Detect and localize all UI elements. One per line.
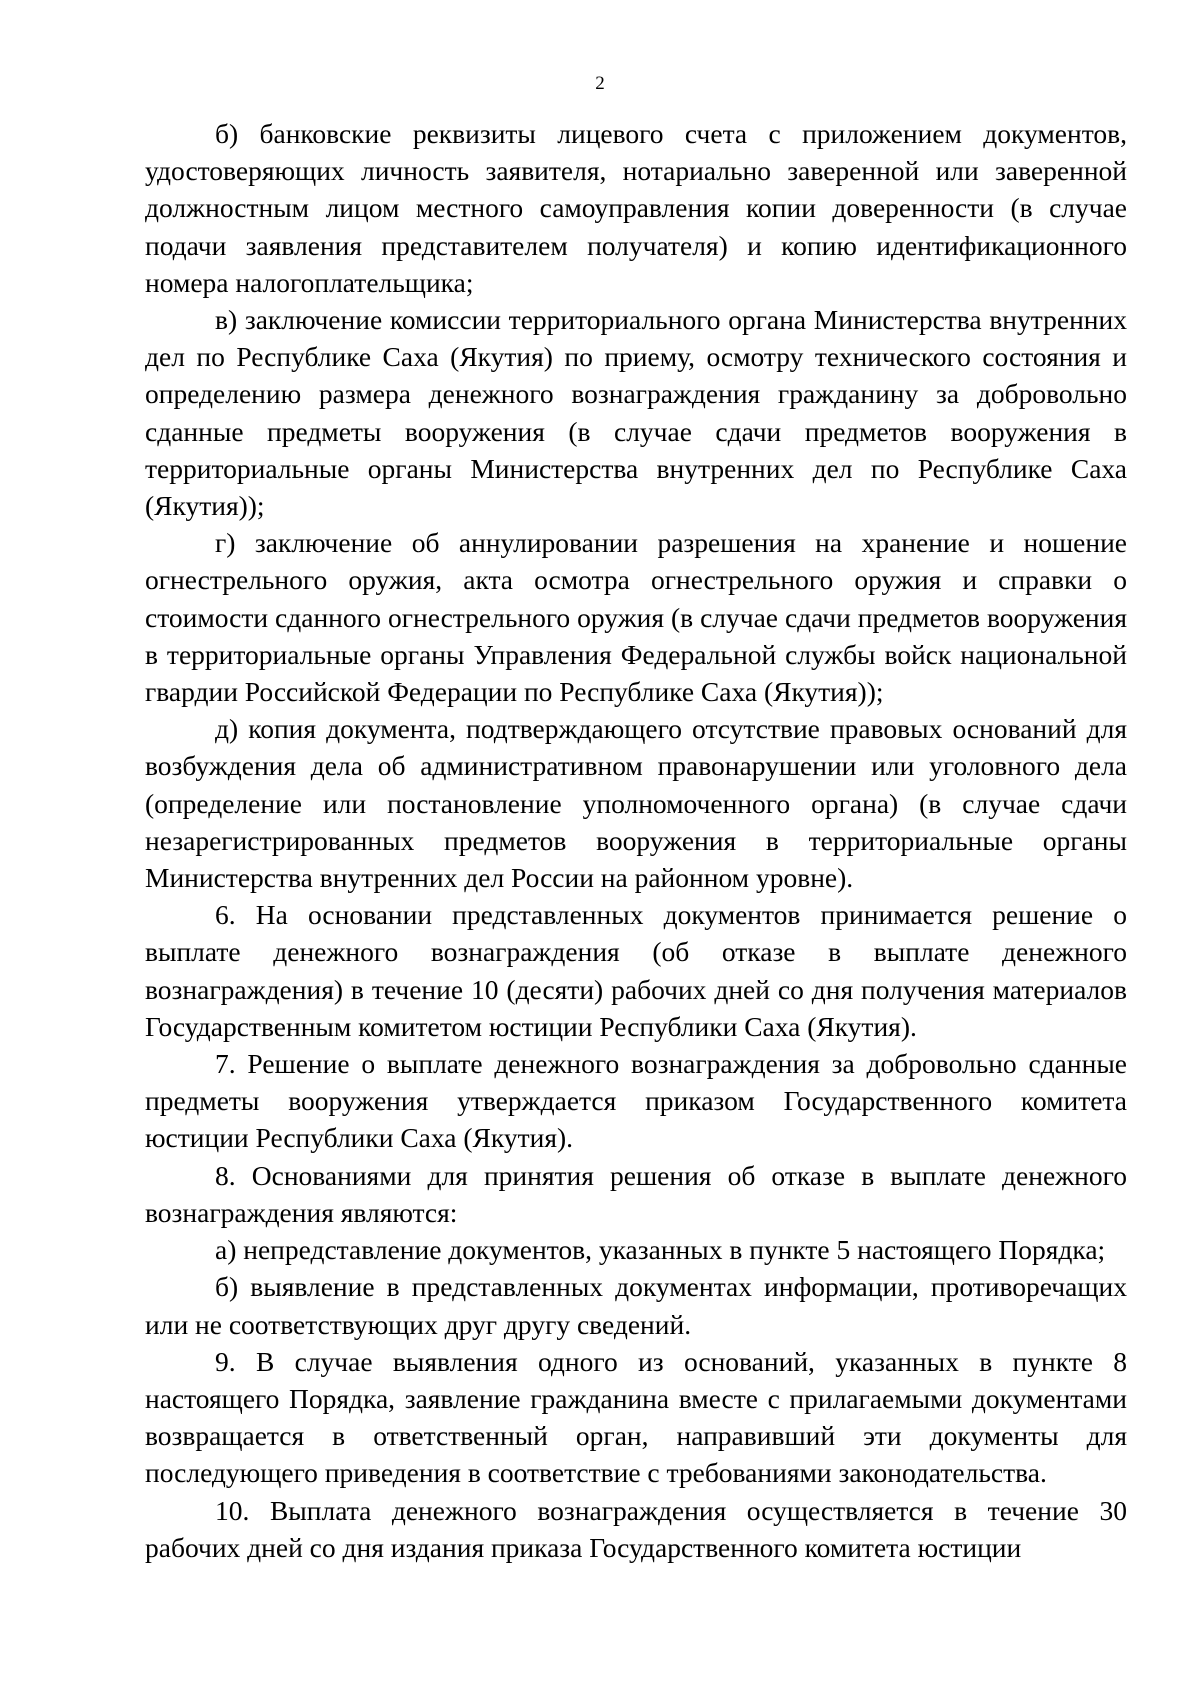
paragraph-g-permit-cancellation: г) заключение об аннулировании разрешения на хранение и ношение огнестрельного оружия, акта осмотра огнестрельного оружия и справки о стоимости сданного огнестрельного оружия (в случае сдачи предметов вооружения в территориальные органы Управления Федеральной службы войск национальной гвардии Российской Федерации по Республике Саха (Якутия)); [145, 527, 1127, 708]
paragraph-b-bank-details: б) банковские реквизиты лицевого счета с приложением документов, удостоверяющих личность заявителя, нотариально заверенной или заверенной должностным лицом местного самоуправления копии доверенности (в случае подачи заявления представителем получателя) и копию идентификационного номера налогоплательщика; [145, 118, 1127, 298]
paragraph-v-commission-conclusion: в) заключение комиссии территориального органа Министерства внутренних дел по Республике Саха (Якутия) по приему, осмотру технического состояния и определению размера денежного вознаграждения гражданину за добровольно сданные предметы вооружения (в случае сдачи предметов вооружения в территориальные органы Министерства внутренних дел по Республике Саха (Якутия)); [145, 304, 1127, 522]
paragraph-8a-missing-documents: а) непредставление документов, указанных в пункте 5 настоящего Порядка; [215, 1234, 1106, 1266]
document-body [145, 115, 1127, 1566]
paragraph-10-payment: 10. Выплата денежного вознаграждения осуществляется в течение 30 рабочих дней со дня издания приказа Государственного комитета юстиции [145, 1494, 1127, 1563]
paragraph-8-refusal-grounds: 8. Основаниями для принятия решения об отказе в выплате денежного вознаграждения являются: [145, 1159, 1127, 1228]
paragraph-9-return: 9. В случае выявления одного из оснований, указанных в пункте 8 настоящего Порядка, заявление гражданина вместе с прилагаемыми документами возвращается в ответственный орган, направивший эти документы для последующего приведения в соответствие с требованиями законодательства. [145, 1345, 1127, 1489]
page-number: 2 [595, 73, 605, 94]
paragraph-7-order: 7. Решение о выплате денежного вознаграждения за добровольно сданные предметы вооружения утверждается приказом Государственного комитета юстиции Республики Саха (Якутия). [145, 1048, 1127, 1154]
paragraph-6-decision: 6. На основании представленных документов принимается решение о выплате денежного вознаграждения (об отказе в выплате денежного вознаграждения) в течение 10 (десяти) рабочих дней со дня получения материалов Государственным комитетом юстиции Республики Саха (Якутия). [145, 899, 1127, 1042]
paragraph-8b-contradictions: б) выявление в представленных документах информации, противоречащих или не соответствующих друг другу сведений. [145, 1271, 1127, 1340]
paragraph-d-document-copy: д) копия документа, подтверждающего отсутствие правовых оснований для возбуждения дела об административном правонарушении или уголовного дела (определение или постановление уполномоченного органа) (в случае сдачи незарегистрированных предметов вооружения в территориальные органы Министерства внутренних дел России на районном уровне). [145, 713, 1127, 894]
